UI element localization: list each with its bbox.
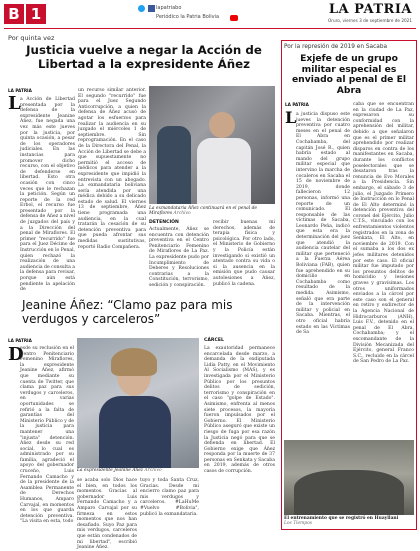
sidebar-headline: Exjefe de un grupo militar especial es enviado al penal de El Abra [291,53,407,96]
sidebar-caption-text: El entrenamiento que se registró en Huayllani [284,516,399,521]
story1-col2: un recurso similar anterior. El segundo "recurrido" fue para el Juez Segundo Anticorrupción, a quien la defensa de Áñez acusó de agotar los esfuerzos para realizar la audiencia en su juzgado el miércoles 1 de septiembre. Sin reprogramación. En el caso de la Directora del Penal, la Acción de Libertad se debe a que supuestamente no permitió el acceso de médicos para atender a la expresidente que impidió la entrevista con un abogado. La exmandataria boliviana sería atendida por una médica debido a su delicado estado de salud. El viernes 13 de septiembre, Áñez tiene programada una audiencia, en la cual tratarán la cesación de su detención preventiva para que pueda afrontar sus medidas sustitutivas, reportó Radio Compañera. [78,88,146,250]
portrait-body [99,396,171,468]
story2-caption-credit: Archivo [144,468,162,473]
twitter-icon [138,5,145,12]
youtube-icon [230,15,238,21]
section-badge [4,4,48,24]
section-letter: B [4,4,24,24]
section-number: 1 [26,4,46,24]
story1-dropcap: L [8,93,21,114]
person-figure [209,112,235,138]
story2-col4: La exautoridad permanece encarcelada desde marzo, a demanda de la exdiputada Lidia Patty, en el Movimiento Al Socialismo (MAS), y es investigada por el Ministerio Público por los presuntos delitos de sedición, terrorismo y conspiración en el caso "golpe de Estado". Asimismo, enfrenta al menos siete procesos, la mayoría fueron impulsados por el Gobierno. El Ministerio Público aseguró que existe un riesgo de fuga por esa razón la Justicia negó para que se defienda en libertad. El Gobierno exige que Áñez responda por la muerte de 37 personas en Senkata y Sacaba en 2019, además de otros casos de corrupción. [204,346,275,475]
sidebar-dropcap: L [285,108,297,127]
story2-dropcap: D [8,344,24,365]
story2-col3: tuyo y toda Santa Cruz, Gracias. Desde mi encierro clamo paz para mis verdugos y carceleros. #LaHuMe #Vuelvo #Bolivia", publicó la exmandataria. [140,478,199,517]
portrait-hair [111,348,157,376]
story1-kicker: Por quinta vez [8,34,55,42]
crowd-shape [294,470,404,515]
date-line: Oruro, viernes 3 de septiembre de 2021 [328,18,412,23]
story1-photo [149,86,275,204]
story2-col2: se acaba solo Dios hace el bien, en todos los momentos. Gracias al gobernador Luis Fernando Camacho y a Amparo Carvajal por su firmeza en estos momentos que nos han desafiado. Suyo Paz para mis verdugos, carceleros que están condenados de mi libertad", escribió Jeanine Áñez. [77,478,137,551]
sidebar-caption-credit: Los Tiempos [284,521,313,527]
person-body [197,138,251,204]
story1-byline: LA PATRIA [8,88,32,93]
masthead: LA PATRIA [328,2,412,17]
sidebar-kicker: Por la represión de 2019 en Sacaba [284,44,388,50]
facebook-icon [148,5,155,12]
social-handle: lapatriabo [156,5,182,11]
story2-col1: esde su reclusión en el Centro Penitenciario Femenino Miraflores, la expresidente Jeanine Áñez, afirmó que mediante su cuenta de Twitter, que clama paz para sus verdugos y carceleros, en varias oportunidades se refirió a la falta de garantías del Ministerio Público y de la justicia para mantener una "injusta" detención. Áñez desde su red social, lo cual es administrado por su familia, agradeció el apoyo del gobernador cruceño, Luis Fernando Camacho y de la presidente de la Asamblea Permanente de Derechos Humanos, Amparo Carvajal, en momentos en los que guarda detención preventiva. "La visita en esta, todo [20,346,74,525]
story1-col1: a Acción de Libertad presentada por la defensa de la expresidente Jeanine Áñez, fue negada una vez más este jueves por la justicia, por quinta ocasión, a pesar de los operadores judiciales. En las instancias para promover dicho recurso, con el objetivo de defenderse en libertad. Esto otra ocasión con cinco veces que le rechazan la petición. Según un reporte de la red Erbol, el recurso fue presentado por la defensa de Áñez a nivel de juzgados del país y a la Dirección del penal de Miraflores. El primer "recurrido" fue para el Juez Décimo de Instrucción en lo Penal, quien rechazó la realización de una audiencia de consulta a la defensa para revisar, porque aún está pendiente la apelación de [20,97,76,293]
story2-caption [77,468,199,473]
story1-col3: Actualmente, Áñez se encuentra con detención preventiva en el Centro Penitenciario Femenino de Miraflores de La Paz. La expresidente pudo por Incumplimiento de Deberes y Resoluciones contrarias a la Constitución, terrorismo, sedición y conspiración. [149,227,209,288]
officer-figure [157,126,191,204]
story2-caption-text: La expresidente Jeanine Áñez [77,468,144,473]
sidebar-col1: a justicia dispuso este jueves la detención preventiva por cuatro meses en el penal de El Abra en Cochabamba, del capitán José R., quien habría estado al mando del grupo militar especial que intervino la marcha de cocaleros en Sacaba el 15 de noviembre de 2019, donde fallecieron 12 personas, informó una reporte de un comunicado. El responsable de las víctimas de Sacaba, Leonardo Peña, indicó que esta era la determinación del juez que atendió la audiencia cautelar del militar que perteneció a la Fuerza Aérea Boliviana (FAB), quien fue aprehendido en su domicilio en Cochabamba como resultado de la medida. Asimismo, señaló que era parte de la intervención militar y policial en Sacaba. Mientras, el otro oficial habría estado en las Víctimas de Sa [296,112,350,336]
story2-photo [77,338,199,468]
sidebar-caption [284,516,414,527]
story1-headline: Justicia vuelve a negar la Acción de Libertad a la expresidente Áñez [26,43,262,71]
story1-subhead: DETENCIÓN [149,220,179,225]
story2-subhead: CÁRCEL [204,338,224,343]
sidebar-col2: caba que se encuentran en la ciudad de La Paz, expresaron su conformidad con la aprehensión del militar, debido a que señalaron que es el primer militar aprehendido por realizar disparos en contra de los manifestantes en Sacaba, durante los conflictos poselectorales que se desataron tras la renuncia de Evo Morales a la Presidencia. Sin embargo, el sábado 3 de julio, el Juzgado Primero de Instrucción en lo Penal de El Alto determinó la detención preventiva del coronel del Ejército, Julio C.T.S., vinculado con los enfrentamientos violentos registrados en la zona de Senkata, El Alto, en noviembre de 2019. Con el sumaba a los dos ex jefes militares detenidos por este caso. El oficial militar fue imputado por los presuntos delitos de homicidio y lesiones graves y gravísimas. Los otros uniformados enviados a la cárcel por este caso son el general en retiro y exdirector de la Agencia Nacional de Hidrocarburos (ANH), Luis F.V., detenido en el penal de El Abra, Cochabamba; y el excomandante de la División Mecanizada del Ejército, general Franco S.C., recluido en la cárcel de San Pedro de La Paz. [353,102,414,365]
sidebar-photo [284,440,414,515]
story1-caption [149,206,275,217]
sidebar-byline: LA PATRIA [285,102,309,107]
story1-caption-credit: Archivo [173,211,191,217]
social-block [120,5,250,25]
story2-byline: LA PATRIA [8,338,32,343]
story2-headline: Jeanine Áñez: “Clamo paz para mis verdugos y carceleros” [22,298,233,326]
social-line: Periódico la Patria Bolivia [156,14,220,20]
story1-col4: recibir buenas mi derechos, además de terapia física y psicológica. Por otro lado, el Ministerio de Gobierno y la Policía están investigando si existió un atentado contra su vida o si la ausencia en la emisión que pudo causar autolesiones a Áñez, publicó la cadena. [213,220,275,287]
header-rule [4,28,416,29]
story1-caption-text: La exmandataria Áñez continuará en el penal de Miraflores [149,206,258,217]
